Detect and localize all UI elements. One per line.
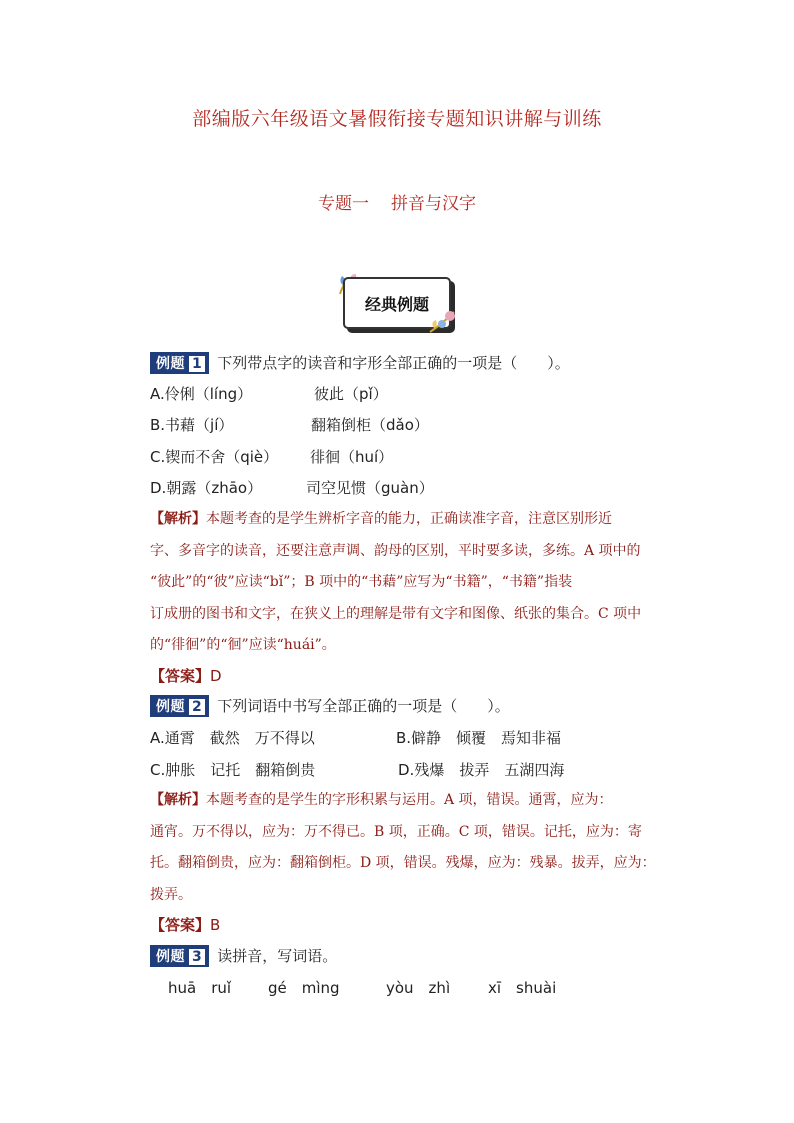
section-name: 拼音与汉字 [391, 194, 476, 214]
example-3-question [150, 945, 337, 967]
question-text: 下列词语中书写全部正确的一项是（ ）。 [217, 697, 510, 715]
option-a-word2: 彼此（pǐ） [314, 385, 388, 403]
pinyin-item: huā ruǐ [168, 979, 232, 997]
option-d: D.朝露（zhāo） [150, 479, 263, 497]
question-text: 下列带点字的读音和字形全部正确的一项是（ ）。 [217, 354, 570, 372]
analysis-tag: 【解析】 [150, 792, 206, 808]
option-a: A.通霄 截然 万不得以 [150, 729, 315, 747]
flower-decoration-icon [426, 306, 460, 336]
option-b-word2: 翻箱倒柜（dǎo） [311, 416, 429, 434]
example-tag: 例题 1 [150, 352, 209, 374]
example-1-answer: 【答案】D [150, 667, 222, 685]
pinyin-item: gé mìng [268, 979, 340, 997]
page-title: 部编版六年级语文暑假衔接专题知识讲解与训练 [192, 108, 602, 130]
example-tag: 例题 2 [150, 695, 209, 717]
pinyin-item: xī shuài [488, 979, 557, 997]
example-tag: 例题 3 [150, 945, 209, 967]
option-c: C.肿胀 记托 翻箱倒贵 [150, 761, 316, 779]
example-2-question [150, 695, 510, 717]
badge-label: 经典例题 [343, 277, 451, 329]
option-b: B.僻静 倾覆 焉知非福 [396, 729, 562, 747]
example-1-analysis: 【解析】本题考查的是学生辨析字音的能力，正确读准字音，注意区别形近 字、多音字的读音，还要注意声调、韵母的区别，平时要多读，多练。A 项中的 “彼此”的“彼”应读“bǐ”；B 项中的“书藉”应写为“书籍”，“书籍”指装 订成册的图书和文字，在狭义上的理解是带有文字和图像、纸张的集合。C 项中 的“徘徊”的“徊”应读“huái”。 [150, 511, 642, 653]
option-d: D.残爆 拔弄 五湖四海 [398, 761, 565, 779]
analysis-tag: 【解析】 [150, 511, 206, 527]
example-1-question [150, 352, 570, 374]
option-c: C.锲而不舍（qiè） [150, 448, 279, 466]
option-b: B.书藉（jí） [150, 416, 234, 434]
option-c-word2: 徘徊（huí） [310, 448, 394, 466]
option-d-word2: 司空见惯（guàn） [306, 479, 434, 497]
example-2-answer: 【答案】B [150, 916, 221, 934]
classic-examples-badge [336, 272, 466, 338]
section-heading [0, 189, 794, 214]
option-a: A.伶俐（líng） [150, 385, 253, 403]
section-label: 专题一 [318, 194, 369, 214]
pinyin-item: yòu zhì [386, 979, 451, 997]
question-text: 读拼音，写词语。 [217, 947, 338, 965]
example-2-analysis: 【解析】本题考查的是学生的字形积累与运用。A 项，错误。通霄，应为： 通宵。万不得以，应为：万不得已。B 项，正确。C 项，错误。记托，应为：寄 托。翻箱倒贵，应为：翻箱倒柜。D 项，错误。残爆，应为：残暴。拔弄，应为： 拨弄。 [150, 792, 656, 903]
